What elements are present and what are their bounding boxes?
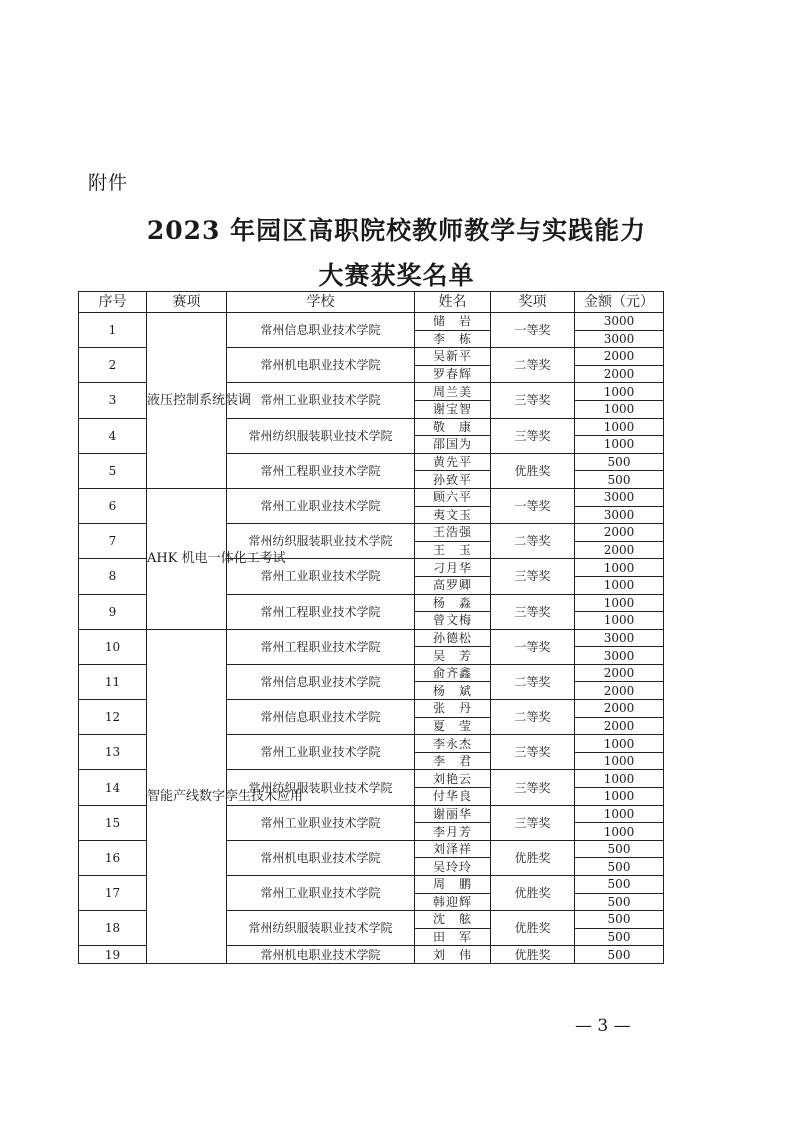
amount-cell: 500 bbox=[575, 858, 664, 876]
row-number-cell: 13 bbox=[79, 735, 147, 770]
awards-table bbox=[78, 291, 664, 964]
amount-cell: 1000 bbox=[575, 594, 664, 612]
amount-cell: 500 bbox=[575, 453, 664, 471]
participant-name-cell: 储 岩 bbox=[415, 313, 491, 331]
amount-cell: 3000 bbox=[575, 313, 664, 331]
school-cell: 常州纺织服装职业技术学院 bbox=[227, 770, 415, 805]
participant-name-cell: 李 栋 bbox=[415, 330, 491, 348]
amount-cell: 500 bbox=[575, 471, 664, 489]
award-cell: 三等奖 bbox=[491, 594, 575, 629]
row-number-cell: 7 bbox=[79, 524, 147, 559]
school-cell: 常州工程职业技术学院 bbox=[227, 629, 415, 664]
award-cell: 二等奖 bbox=[491, 664, 575, 699]
row-number-cell: 18 bbox=[79, 911, 147, 946]
school-cell: 常州机电职业技术学院 bbox=[227, 348, 415, 383]
participant-name-cell: 刘 伟 bbox=[415, 946, 491, 964]
amount-cell: 1000 bbox=[575, 770, 664, 788]
table-row bbox=[79, 488, 664, 506]
participant-name-cell: 夷文玉 bbox=[415, 506, 491, 524]
row-number-cell: 10 bbox=[79, 629, 147, 664]
award-cell: 三等奖 bbox=[491, 383, 575, 418]
event-name-cell: 液压控制系统装调 bbox=[147, 313, 227, 489]
table-row bbox=[79, 313, 664, 331]
document-title-line2: 大赛获奖名单 bbox=[318, 261, 475, 290]
row-number-cell: 2 bbox=[79, 348, 147, 383]
award-cell: 优胜奖 bbox=[491, 911, 575, 946]
participant-name-cell: 高罗卿 bbox=[415, 576, 491, 594]
award-cell: 一等奖 bbox=[491, 629, 575, 664]
participant-name-cell: 邵国为 bbox=[415, 436, 491, 454]
school-cell: 常州机电职业技术学院 bbox=[227, 840, 415, 875]
participant-name-cell: 孙致平 bbox=[415, 471, 491, 489]
row-number-cell: 11 bbox=[79, 664, 147, 699]
amount-cell: 3000 bbox=[575, 506, 664, 524]
row-number-cell: 14 bbox=[79, 770, 147, 805]
participant-name-cell: 谢宝智 bbox=[415, 400, 491, 418]
participant-name-cell: 曾文梅 bbox=[415, 612, 491, 630]
event-name-cell: 智能产线数字孪生技术应用 bbox=[147, 629, 227, 963]
participant-name-cell: 俞齐鑫 bbox=[415, 664, 491, 682]
school-cell: 常州信息职业技术学院 bbox=[227, 664, 415, 699]
row-number-cell: 6 bbox=[79, 488, 147, 523]
participant-name-cell: 罗春辉 bbox=[415, 365, 491, 383]
award-cell: 一等奖 bbox=[491, 488, 575, 523]
participant-name-cell: 谢丽华 bbox=[415, 805, 491, 823]
participant-name-cell: 吴玲玲 bbox=[415, 858, 491, 876]
row-number-cell: 17 bbox=[79, 876, 147, 911]
row-number-cell: 12 bbox=[79, 700, 147, 735]
school-cell: 常州信息职业技术学院 bbox=[227, 313, 415, 348]
award-cell: 优胜奖 bbox=[491, 453, 575, 488]
amount-cell: 500 bbox=[575, 911, 664, 929]
participant-name-cell: 黄先平 bbox=[415, 453, 491, 471]
participant-name-cell: 吴新平 bbox=[415, 348, 491, 366]
amount-cell: 2000 bbox=[575, 365, 664, 383]
participant-name-cell: 刘艳云 bbox=[415, 770, 491, 788]
award-cell: 三等奖 bbox=[491, 559, 575, 594]
school-cell: 常州工业职业技术学院 bbox=[227, 876, 415, 911]
participant-name-cell: 张 丹 bbox=[415, 700, 491, 718]
amount-cell: 3000 bbox=[575, 629, 664, 647]
table-row bbox=[79, 629, 664, 647]
row-number-cell: 4 bbox=[79, 418, 147, 453]
award-cell: 优胜奖 bbox=[491, 840, 575, 875]
row-number-cell: 16 bbox=[79, 840, 147, 875]
school-cell: 常州工业职业技术学院 bbox=[227, 383, 415, 418]
school-cell: 常州工业职业技术学院 bbox=[227, 805, 415, 840]
school-cell: 常州纺织服装职业技术学院 bbox=[227, 524, 415, 559]
award-cell: 三等奖 bbox=[491, 770, 575, 805]
attachment-label: 附件 bbox=[88, 172, 129, 194]
amount-cell: 1000 bbox=[575, 400, 664, 418]
award-cell: 三等奖 bbox=[491, 735, 575, 770]
participant-name-cell: 敬 康 bbox=[415, 418, 491, 436]
participant-name-cell: 李月芳 bbox=[415, 823, 491, 841]
amount-cell: 2000 bbox=[575, 524, 664, 542]
award-cell: 优胜奖 bbox=[491, 946, 575, 964]
amount-cell: 2000 bbox=[575, 541, 664, 559]
amount-cell: 500 bbox=[575, 946, 664, 964]
amount-cell: 2000 bbox=[575, 348, 664, 366]
amount-cell: 2000 bbox=[575, 682, 664, 700]
amount-cell: 1000 bbox=[575, 735, 664, 753]
awards-table-body bbox=[79, 313, 664, 964]
row-number-cell: 3 bbox=[79, 383, 147, 418]
column-header-award: 奖项 bbox=[491, 292, 575, 313]
participant-name-cell: 吴 芳 bbox=[415, 647, 491, 665]
amount-cell: 500 bbox=[575, 928, 664, 946]
participant-name-cell: 周 鹏 bbox=[415, 876, 491, 894]
school-cell: 常州工业职业技术学院 bbox=[227, 488, 415, 523]
amount-cell: 1000 bbox=[575, 823, 664, 841]
row-number-cell: 5 bbox=[79, 453, 147, 488]
amount-cell: 500 bbox=[575, 876, 664, 894]
participant-name-cell: 韩迎辉 bbox=[415, 893, 491, 911]
participant-name-cell: 刁月华 bbox=[415, 559, 491, 577]
amount-cell: 500 bbox=[575, 840, 664, 858]
document-title-line1: 2023 年园区高职院校教师教学与实践能力 bbox=[146, 216, 647, 245]
amount-cell: 1000 bbox=[575, 383, 664, 401]
column-header-amount: 金额（元） bbox=[575, 292, 664, 313]
award-cell: 一等奖 bbox=[491, 313, 575, 348]
amount-cell: 1000 bbox=[575, 418, 664, 436]
table-header-row bbox=[79, 292, 664, 313]
participant-name-cell: 孙德松 bbox=[415, 629, 491, 647]
amount-cell: 3000 bbox=[575, 330, 664, 348]
row-number-cell: 19 bbox=[79, 946, 147, 964]
column-header-event: 赛项 bbox=[147, 292, 227, 313]
amount-cell: 2000 bbox=[575, 717, 664, 735]
participant-name-cell: 杨 斌 bbox=[415, 682, 491, 700]
participant-name-cell: 沈 舷 bbox=[415, 911, 491, 929]
participant-name-cell: 田 军 bbox=[415, 928, 491, 946]
amount-cell: 1000 bbox=[575, 788, 664, 806]
participant-name-cell: 杨 淼 bbox=[415, 594, 491, 612]
award-cell: 二等奖 bbox=[491, 348, 575, 383]
award-cell: 二等奖 bbox=[491, 524, 575, 559]
school-cell: 常州工业职业技术学院 bbox=[227, 735, 415, 770]
school-cell: 常州工程职业技术学院 bbox=[227, 453, 415, 488]
school-cell: 常州工业职业技术学院 bbox=[227, 559, 415, 594]
school-cell: 常州工程职业技术学院 bbox=[227, 594, 415, 629]
award-cell: 优胜奖 bbox=[491, 876, 575, 911]
participant-name-cell: 付华良 bbox=[415, 788, 491, 806]
amount-cell: 1000 bbox=[575, 576, 664, 594]
amount-cell: 3000 bbox=[575, 647, 664, 665]
participant-name-cell: 李 君 bbox=[415, 752, 491, 770]
row-number-cell: 8 bbox=[79, 559, 147, 594]
award-cell: 三等奖 bbox=[491, 805, 575, 840]
participant-name-cell: 王浩强 bbox=[415, 524, 491, 542]
column-header-school: 学校 bbox=[227, 292, 415, 313]
school-cell: 常州纺织服装职业技术学院 bbox=[227, 911, 415, 946]
amount-cell: 2000 bbox=[575, 700, 664, 718]
amount-cell: 1000 bbox=[575, 436, 664, 454]
school-cell: 常州纺织服装职业技术学院 bbox=[227, 418, 415, 453]
amount-cell: 1000 bbox=[575, 752, 664, 770]
participant-name-cell: 刘泽祥 bbox=[415, 840, 491, 858]
participant-name-cell: 顾六平 bbox=[415, 488, 491, 506]
amount-cell: 2000 bbox=[575, 664, 664, 682]
column-header-no: 序号 bbox=[79, 292, 147, 313]
school-cell: 常州机电职业技术学院 bbox=[227, 946, 415, 964]
amount-cell: 1000 bbox=[575, 805, 664, 823]
amount-cell: 3000 bbox=[575, 488, 664, 506]
amount-cell: 1000 bbox=[575, 559, 664, 577]
amount-cell: 500 bbox=[575, 893, 664, 911]
participant-name-cell: 夏 莹 bbox=[415, 717, 491, 735]
school-cell: 常州信息职业技术学院 bbox=[227, 700, 415, 735]
participant-name-cell: 李永杰 bbox=[415, 735, 491, 753]
row-number-cell: 9 bbox=[79, 594, 147, 629]
event-name-cell: AHK 机电一体化工考试 bbox=[147, 488, 227, 629]
award-cell: 三等奖 bbox=[491, 418, 575, 453]
column-header-name: 姓名 bbox=[415, 292, 491, 313]
page-number: — 3 — bbox=[575, 1016, 631, 1036]
award-cell: 二等奖 bbox=[491, 700, 575, 735]
row-number-cell: 1 bbox=[79, 313, 147, 348]
participant-name-cell: 周兰美 bbox=[415, 383, 491, 401]
row-number-cell: 15 bbox=[79, 805, 147, 840]
amount-cell: 1000 bbox=[575, 612, 664, 630]
participant-name-cell: 王 玉 bbox=[415, 541, 491, 559]
